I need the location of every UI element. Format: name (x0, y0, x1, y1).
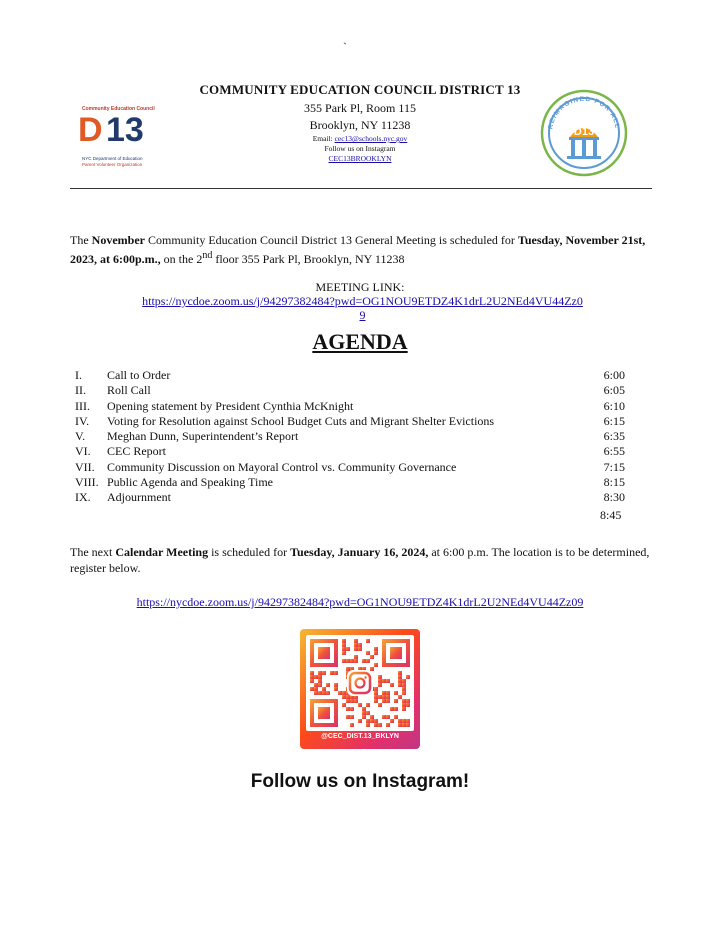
instagram-handle-link[interactable]: CEC13BROOKLYN (328, 154, 392, 163)
agenda-item (75, 399, 635, 414)
email-link[interactable]: cec13@schools.nyc.gov (334, 134, 408, 143)
agenda-item-label: Roll Call (107, 383, 151, 398)
intro-month: November (91, 233, 145, 247)
agenda-item (75, 429, 635, 444)
agenda-item-number: III. (75, 398, 90, 413)
seal-text: REIMAGINED FOR ALL (547, 95, 621, 130)
email-label: Email: (312, 134, 333, 143)
follow-instagram-heading: Follow us on Instagram! (250, 771, 470, 792)
agenda-item (75, 475, 635, 490)
intro-datetime: Tuesday, November 21st, 2023, at 6:00p.m., (70, 233, 646, 266)
agenda-item-number: I. (75, 368, 82, 382)
address-line-2: Brooklyn, NY 11238 (309, 118, 411, 132)
logo-org-name: Community Education Council (82, 106, 155, 112)
agenda-item-number: V. (75, 429, 86, 444)
agenda-item-label: Opening statement by President Cynthia McKnight (107, 398, 354, 413)
next-text-2: is scheduled for (208, 545, 291, 559)
agenda-item-time: 6:05 (603, 383, 625, 398)
seal-label: D13 (573, 126, 595, 138)
agenda-list (75, 368, 635, 506)
agenda-item (75, 444, 635, 459)
agenda-item-time: 6:10 (603, 398, 625, 413)
qr-code (306, 635, 414, 731)
agenda-item (75, 460, 635, 475)
agenda-item-time: 6:55 (603, 444, 625, 459)
intro-text-1: The (70, 233, 92, 247)
agenda-item-number: II. (75, 383, 86, 398)
next-meeting-datetime: Tuesday, January 16, 2024, (290, 545, 429, 559)
agenda-item-number: IX. (75, 490, 91, 505)
agenda-item-label: Voting for Resolution against School Budget Cuts and Migrant Shelter Evictions (107, 413, 495, 428)
agenda-item-label: Adjournment (107, 490, 171, 505)
agenda-item-number: VI. (75, 444, 91, 459)
agenda-item (75, 368, 635, 383)
agenda-item-time: 7:15 (603, 459, 625, 474)
agenda-item-label: Community Discussion on Mayoral Control vs. Community Governance (107, 459, 457, 474)
logo-number: 13 (106, 111, 144, 149)
registration-link-block (0, 595, 720, 610)
agenda-extra-time: 8:45 (600, 508, 622, 522)
agenda-heading: AGENDA (312, 329, 408, 354)
agenda-item-label: CEC Report (107, 444, 166, 459)
intro-superscript: nd (202, 250, 213, 261)
intro-text-4: floor 355 Park Pl, Brooklyn, NY 11238 (212, 252, 405, 266)
agenda-item-time: 6:00 (603, 368, 625, 382)
agenda-item-time: 8:30 (603, 490, 625, 505)
meeting-zoom-link[interactable]: https://nycdoe.zoom.us/j/94297382484?pwd=OG1NOU9ETDZ4K1drL2U2NEd4VU44Zz09 (142, 294, 583, 322)
agenda-item-time: 6:15 (603, 413, 625, 428)
agenda-item (75, 490, 635, 505)
intro-text-2: Community Education Council District 13 General Meeting is scheduled for (144, 233, 518, 247)
agenda-item (75, 383, 635, 398)
logo-dept: NYC Department of Education (82, 156, 143, 161)
agenda-item-number: VII. (75, 459, 95, 474)
agenda-item-label: Public Agenda and Speaking Time (107, 475, 273, 490)
agenda-item-label: Meghan Dunn, Superintendent’s Report (107, 429, 299, 444)
header-divider (70, 188, 652, 189)
qr-handle-text: @CEC_DIST.13_BKLYN (321, 733, 399, 740)
next-meeting-type: Calendar Meeting (115, 545, 209, 559)
intro-text-3: on the 2 (160, 252, 203, 266)
reimagined-seal (540, 89, 628, 177)
agenda-item-time: 8:15 (603, 475, 625, 490)
meeting-link-label: MEETING LINK: (315, 280, 405, 294)
logo-parent-org: Parent Volunteer Organization (82, 162, 143, 167)
logo-letter: D (78, 111, 103, 149)
agenda-item-label: Call to Order (107, 368, 171, 382)
address-line-1: 355 Park Pl, Room 115 (304, 101, 416, 115)
next-meeting-paragraph (70, 544, 650, 576)
next-text-1: The next (70, 545, 116, 559)
instagram-follow-text: Follow us on Instagram (324, 144, 396, 153)
intro-paragraph (70, 232, 650, 267)
agenda-item (75, 414, 635, 429)
agenda-item-number: VIII. (75, 475, 99, 490)
next-text-3: at 6:00 p.m. The location is to be determined, register below. (70, 545, 650, 575)
agenda-item-time: 6:35 (603, 429, 625, 444)
stray-mark: ` (343, 40, 347, 54)
council-title: COMMUNITY EDUCATION COUNCIL DISTRICT 13 (199, 82, 521, 97)
instagram-qr-card[interactable] (300, 629, 420, 749)
meeting-link-block (140, 294, 585, 322)
agenda-item-number: IV. (75, 413, 90, 428)
registration-zoom-link[interactable]: https://nycdoe.zoom.us/j/94297382484?pwd=OG1NOU9ETDZ4K1drL2U2NEd4VU44Zz09 (136, 595, 584, 609)
